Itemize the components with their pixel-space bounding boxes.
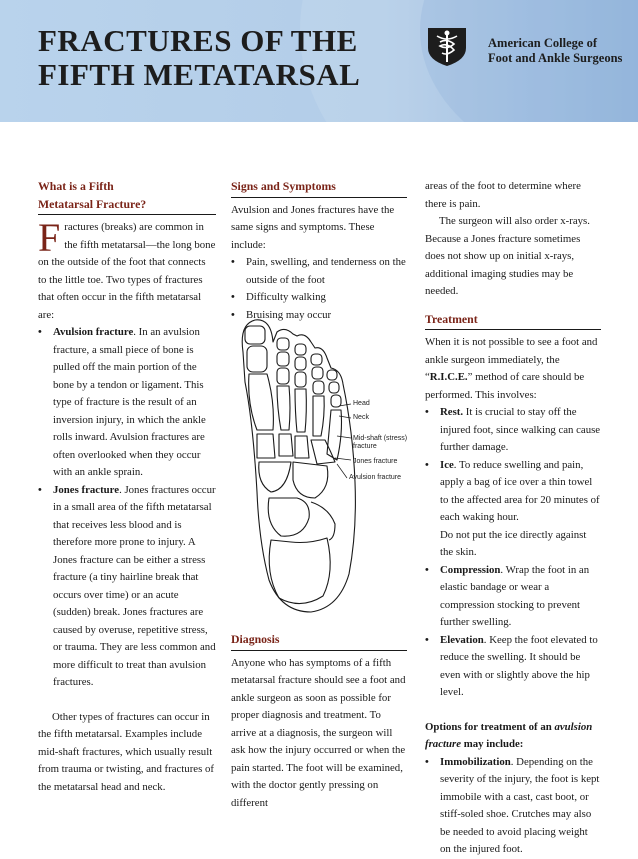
column-what-is — [38, 178, 216, 796]
acfas-logo — [424, 22, 624, 82]
list-item — [425, 754, 601, 859]
options-heading-text: Options for treatment of an — [425, 720, 555, 733]
organization-name-line: American College of — [488, 36, 597, 50]
list-item — [38, 324, 216, 482]
section-heading-diagnosis: Diagnosis — [231, 631, 407, 651]
drop-cap: F — [38, 215, 61, 260]
list-item: • Pain, swelling, and tenderness on the outside of the foot — [231, 254, 407, 289]
page-title — [38, 24, 360, 92]
intro-paragraph — [38, 215, 216, 324]
label-line: Mid-shaft (stress) — [353, 435, 408, 442]
rice-term: R.I.C.E. — [429, 371, 468, 383]
term-rest: Rest. — [440, 406, 464, 418]
continued-text: areas of the foot to determine where there is pain. — [425, 180, 581, 210]
organization-name-line: Foot and Ankle Surgeons — [488, 51, 623, 65]
list-item: • Bruising may occur — [231, 307, 407, 325]
term-ice: Ice — [440, 458, 454, 471]
label-midshaft — [353, 435, 407, 451]
page-title-line: FIFTH METATARSAL — [38, 57, 361, 92]
diagnosis-text: Anyone who has symptoms of a fifth metatarsal fracture should see a foot and ankle surgeon as soon as possible for proper diagnosis and treatment. To arrive at a diagnosis, the surgeon will ask how the injury occurred or when the pain started. The foot will be examined, with the doctor gently pressing on different — [231, 656, 406, 809]
page-title-line: FRACTURES OF THE — [38, 23, 358, 58]
term-avulsion: Avulsion fracture — [53, 326, 134, 338]
list-item-text: . Wrap the foot in an elastic bandage or wear a compression stocking to prevent further swelling. — [440, 563, 590, 628]
avulsion-options-list — [425, 754, 601, 859]
signs-intro: Avulsion and Jones fractures have the same signs and symptoms. These include: — [231, 203, 395, 251]
list-item-text: . In an avulsion fracture, a small piece of bone is pulled off the main portion of the bone by a tendon or ligament. This type of fracture is the result of an inversion injury, in which the ankle rolls inward. Avulsion fractures are often overlooked when they occur with an ankle sprain. — [53, 326, 206, 478]
term-jones: Jones fracture — [53, 483, 120, 496]
section-heading-line: What is a Fifth — [38, 179, 114, 193]
header-band — [0, 0, 638, 122]
list-item-text: . Jones fractures occur in a small area of the fifth metatarsal that receives less blood and is therefore more prone to injury. A Jones fracture can be either a stress fracture (a tiny hairline break that occurs over time) or an acute (sudden) break. Jones fractures are caused by overuse, repetitive stress, or trauma. They are less common and more difficult to treat than avulsion fractures. — [53, 483, 216, 688]
column-treatment — [425, 178, 601, 859]
label-neck: Neck — [353, 414, 369, 421]
section-heading-treatment: Treatment — [425, 311, 601, 331]
term-elevation: Elevation — [440, 633, 484, 646]
options-heading — [425, 719, 601, 754]
section-diagnosis — [231, 631, 407, 812]
options-heading-text: may include: — [461, 738, 524, 750]
list-item — [425, 404, 601, 457]
list-item-text: . Keep the foot elevated to reduce the swelling. It should be even with or slightly above the hip level. — [440, 633, 598, 698]
foot-bones-icon — [231, 312, 407, 622]
list-item — [425, 457, 601, 562]
options-heading-em: avulsion fracture — [425, 720, 593, 750]
label-avulsion: Avulsion fracture — [349, 474, 402, 481]
treatment-intro-text: ” method of care should be performed. This involves: — [425, 371, 585, 401]
list-item — [38, 482, 216, 692]
term-immobilization: Immobilization — [440, 755, 511, 768]
list-item — [425, 562, 601, 632]
xray-paragraph: The surgeon will also order x-rays. Because a Jones fracture sometimes does not show up on initial x-rays, additional imaging studies may be needed. — [425, 215, 590, 297]
fracture-type-list — [38, 324, 216, 692]
section-heading-signs: Signs and Symptoms — [231, 178, 407, 198]
intro-text: ractures (breaks) are common in the fifth metatarsal—the long bone on the outside of the foot that connects to the little toe. Two types of fractures that often occur in the fifth metatarsal are: — [38, 221, 216, 321]
rice-list — [425, 404, 601, 702]
organization-name — [488, 36, 622, 66]
list-item-note: Do not put the ice directly against the skin. — [440, 528, 587, 558]
closing-paragraph: Other types of fractures can occur in the fifth metatarsal. Examples include mid-shaft fractures, which usually result from trauma or twisting, and fractures of the metatarsal head and neck. — [38, 710, 214, 793]
label-line: fracture — [353, 443, 377, 450]
spacer — [425, 301, 601, 311]
section-heading-what-is — [38, 178, 216, 215]
caduceus-emblem-icon — [424, 22, 470, 68]
term-compression: Compression — [440, 563, 501, 576]
column-signs — [231, 178, 407, 324]
label-jones: Jones fracture — [353, 458, 398, 465]
label-head: Head — [353, 400, 370, 407]
list-item-text: It is crucial to stay off the injured foot, since walking can cause further damage. — [440, 406, 601, 453]
treatment-intro-text: When it is not possible to see a foot and ankle surgeon immediately, the “ — [425, 336, 598, 383]
section-heading-line: Metatarsal Fracture? — [38, 196, 147, 211]
spacer — [425, 702, 601, 719]
treatment-intro — [425, 334, 601, 404]
list-item-text: . To reduce swelling and pain, apply a bag of ice over a thin towel to the affected area for 20 minutes of each waking hour. — [440, 458, 600, 523]
list-item — [425, 632, 601, 702]
foot-skeleton-figure — [231, 312, 407, 622]
spacer — [38, 692, 216, 709]
list-item-text: . Depending on the severity of the injury, the foot is kept immobile with a cast, cast boot, or stiff-soled shoe. Crutches may also be needed to avoid placing weight on the injured foot. — [440, 755, 600, 855]
list-item: • Difficulty walking — [231, 289, 407, 307]
